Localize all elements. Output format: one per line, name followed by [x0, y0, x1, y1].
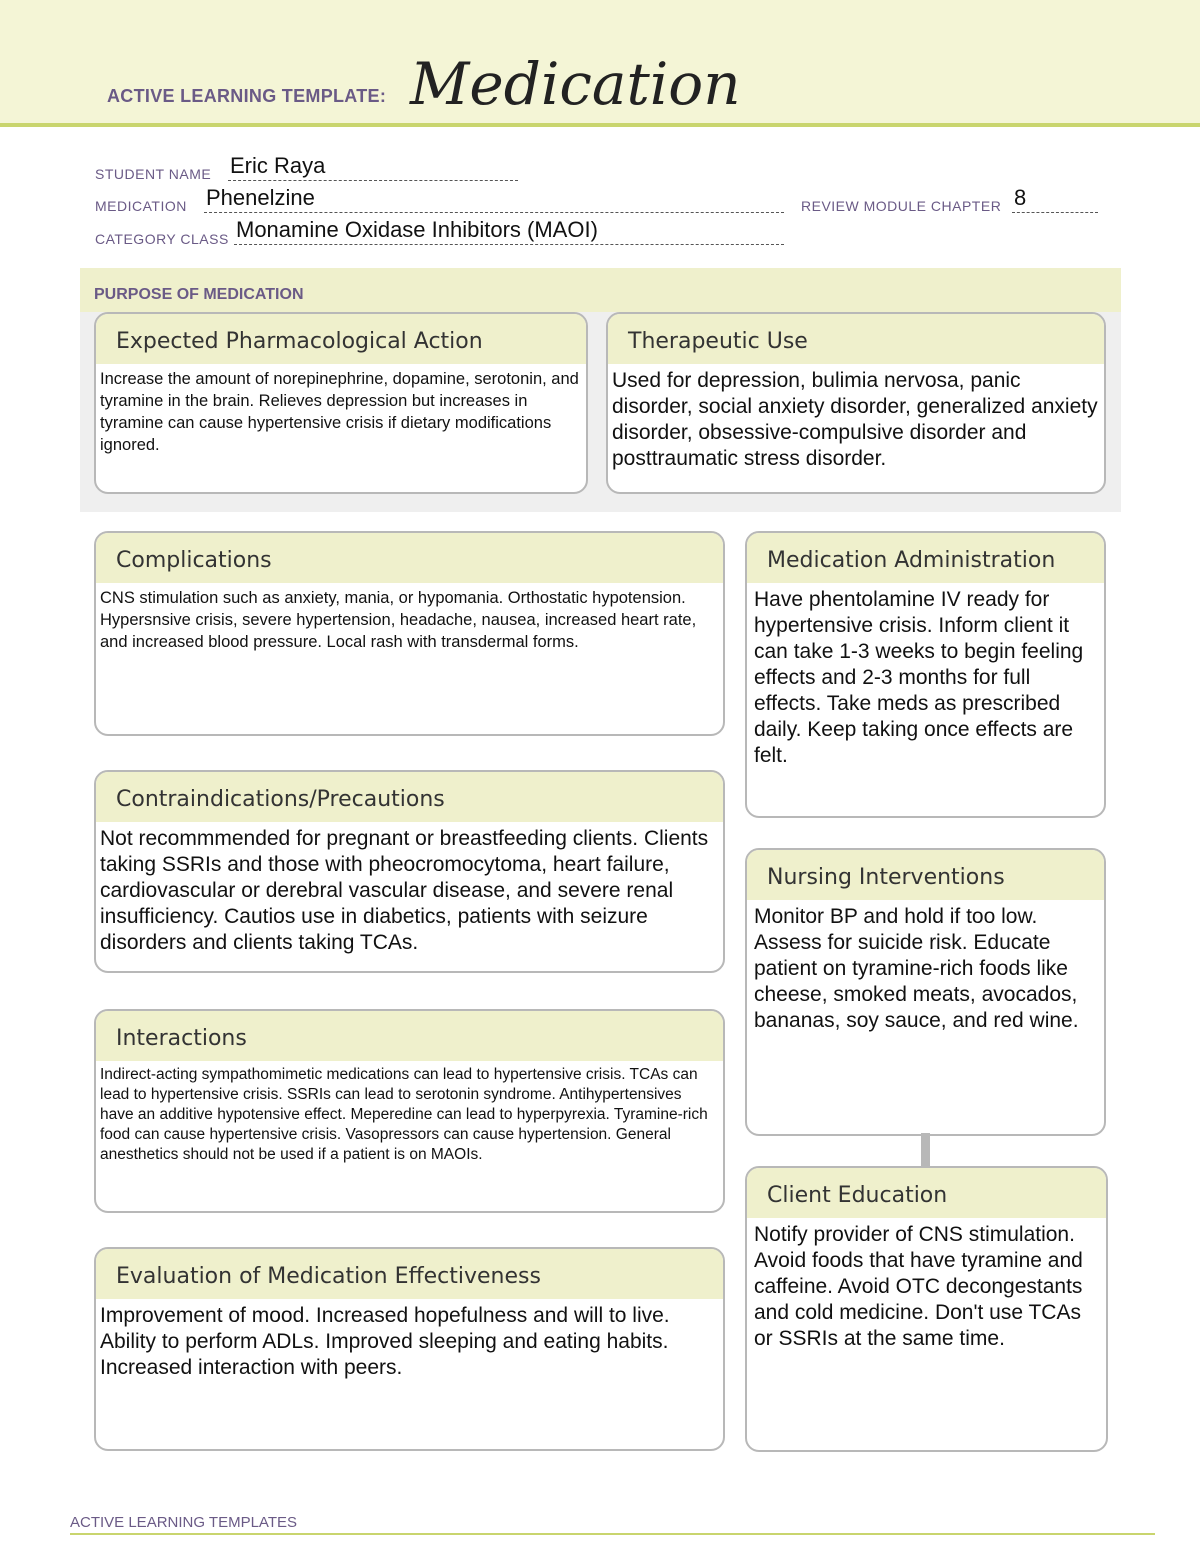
template-label: ACTIVE LEARNING TEMPLATE: — [107, 86, 387, 106]
therapeutic-use-box — [606, 312, 1106, 494]
interactions-box — [94, 1009, 725, 1213]
box-body[interactable]: Improvement of mood. Increased hopefulness and will to live. Ability to perform ADLs. Improved sleeping and eating habits. Increased interaction with peers. — [100, 1304, 670, 1379]
category-class-label: CATEGORY CLASS — [95, 231, 229, 247]
footer-label: ACTIVE LEARNING TEMPLATES — [70, 1514, 297, 1531]
box-body[interactable]: Not recommmended for pregnant or breastfeeding clients. Clients taking SSRIs and those with pheocromocytoma, heart failure, cardiovascular or derebral vascular disease, and severe renal insufficiency. Cautios use in diabetics, patients with seizure disorders and clients taking TCAs. — [100, 827, 709, 954]
medication-label: MEDICATION — [95, 198, 187, 214]
nursing-interventions-box — [745, 848, 1106, 1136]
box-title: Interactions — [96, 1011, 723, 1061]
box-body[interactable]: Increase the amount of norepinephrine, dopamine, serotonin, and tyramine in the brain. Relieves depression but increases in tyramine can cause hypertensive crisis if dietary modifications ignored. — [100, 370, 579, 454]
box-body[interactable]: Have phentolamine IV ready for hypertensive crisis. Inform client it can take 1-3 weeks to begin feeling effects and 2-3 months for full effects. Take meds as prescribed daily. Keep taking once effects are felt. — [754, 588, 1084, 767]
contraindications-box — [94, 770, 725, 973]
box-body[interactable]: Monitor BP and hold if too low. Assess for suicide risk. Educate patient on tyramine-rich foods like cheese, smoked meats, avocados, bananas, soy sauce, and red wine. — [754, 905, 1079, 1032]
box-body[interactable]: CNS stimulation such as anxiety, mania, or hypomania. Orthostatic hypotension. Hypersnsive crisis, severe hypertension, headache, nausea, increased heart rate, and increased blood pressure. Local rash with transdermal forms. — [100, 589, 697, 651]
connector — [921, 1133, 930, 1168]
category-class-field[interactable]: Monamine Oxidase Inhibitors (MAOI) — [234, 218, 784, 245]
box-title: Therapeutic Use — [608, 314, 1104, 364]
evaluation-box — [94, 1247, 725, 1451]
administration-box — [745, 531, 1106, 818]
box-body[interactable]: Used for depression, bulimia nervosa, panic disorder, social anxiety disorder, generalized anxiety disorder, obsessive-compulsive disorder and posttraumatic stress disorder. — [612, 369, 1098, 470]
complications-box — [94, 531, 725, 736]
review-chapter-field[interactable]: 8 — [1012, 186, 1098, 213]
purpose-label: PURPOSE OF MEDICATION — [94, 286, 304, 303]
box-title: Expected Pharmacological Action — [96, 314, 586, 364]
review-chapter-label: REVIEW MODULE CHAPTER — [801, 198, 1002, 214]
student-name-label: STUDENT NAME — [95, 166, 212, 182]
box-body[interactable]: Notify provider of CNS stimulation. Avoid foods that have tyramine and caffeine. Avoid OTC decongestants and cold medicine. Don't use TCAs or SSRIs at the same time. — [754, 1223, 1083, 1350]
box-body[interactable]: Indirect-acting sympathomimetic medications can lead to hypertensive crisis. TCAs can lead to hypertensive crisis. SSRIs can lead to serotonin syndrome. Antihypertensives have an additive hypotensive effect. Meperedine can lead to hyperpyrexia. Tyramine-rich food can cause hypertensive crisis. Vasopressors can cause hypertension. General anesthetics should not be used if a patient is on MAOIs. — [100, 1066, 708, 1163]
student-name-field[interactable]: Eric Raya — [228, 154, 518, 181]
medication-field[interactable]: Phenelzine — [204, 186, 784, 213]
page-title: Medication — [410, 50, 741, 118]
box-title: Client Education — [747, 1168, 1106, 1218]
box-title: Evaluation of Medication Effectiveness — [96, 1249, 723, 1299]
expected-action-box — [94, 312, 588, 494]
client-education-box — [745, 1166, 1108, 1452]
footer-line — [70, 1533, 1155, 1535]
box-title: Medication Administration — [747, 533, 1104, 583]
box-title: Nursing Interventions — [747, 850, 1104, 900]
box-title: Contraindications/Precautions — [96, 772, 723, 822]
box-title: Complications — [96, 533, 723, 583]
